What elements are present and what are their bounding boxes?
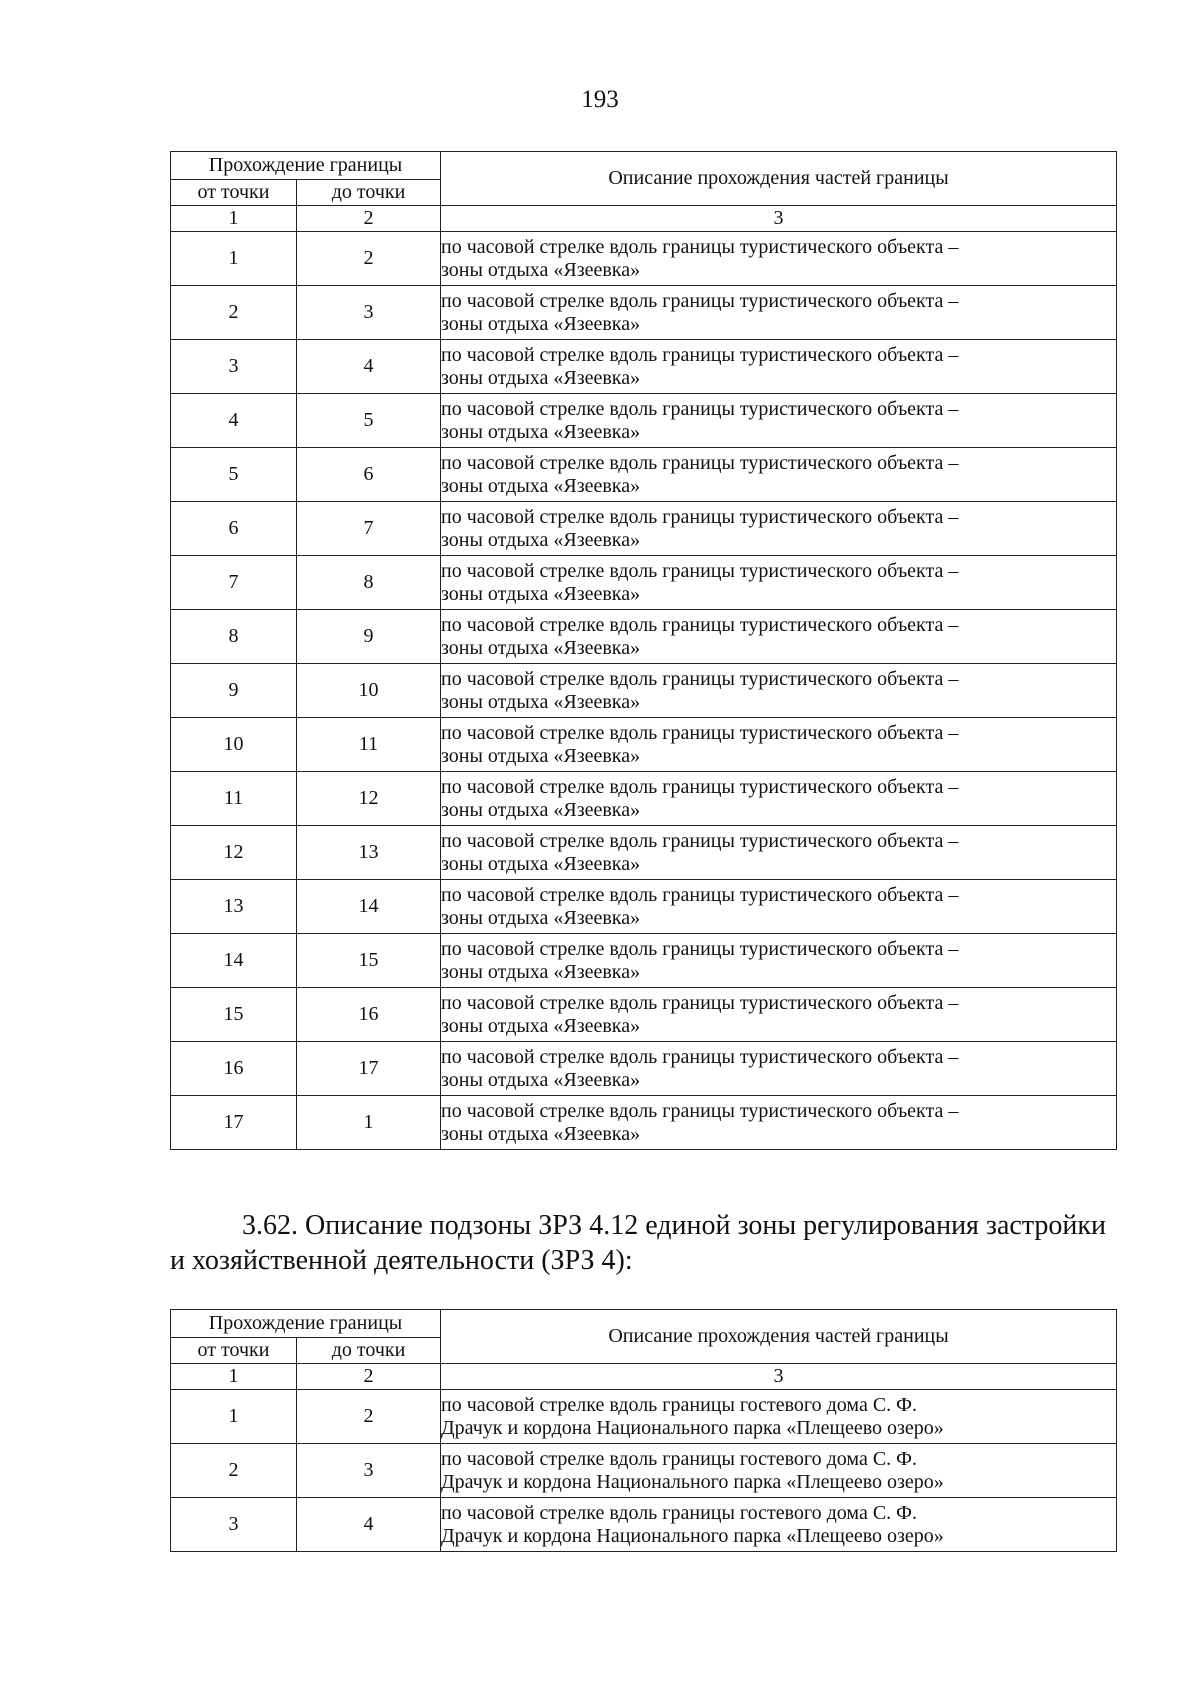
description-line-1: по часовой стрелке вдоль границы туристического объекта – — [441, 667, 959, 690]
description-line-2: зоны отдыха «Язеевка» — [441, 690, 641, 713]
table-row — [171, 880, 1117, 934]
description-line-2: зоны отдыха «Язеевка» — [441, 258, 641, 281]
description-line-2: зоны отдыха «Язеевка» — [441, 528, 641, 551]
from-point-cell: 17 — [171, 1096, 297, 1150]
table-row — [171, 340, 1117, 394]
description-line-1: по часовой стрелке вдоль границы туристического объекта – — [441, 775, 959, 798]
description-cell — [441, 448, 1117, 502]
header-boundary-passage: Прохождение границы — [171, 1310, 441, 1338]
description-line-2: зоны отдыха «Язеевка» — [441, 744, 641, 767]
description-cell — [441, 610, 1117, 664]
header-description: Описание прохождения частей границы — [441, 152, 1117, 206]
description-cell — [441, 664, 1117, 718]
boundary-table-1 — [170, 151, 1117, 1150]
description-line-2: зоны отдыха «Язеевка» — [441, 312, 641, 335]
description-line-1: по часовой стрелке вдоль границы туристического объекта – — [441, 1045, 959, 1068]
description-line-1: по часовой стрелке вдоль границы туристического объекта – — [441, 613, 959, 636]
table-row — [171, 934, 1117, 988]
to-point-cell: 16 — [297, 988, 441, 1042]
to-point-cell: 2 — [297, 232, 441, 286]
description-line-1: по часовой стрелке вдоль границы туристического объекта – — [441, 289, 959, 312]
from-point-cell: 1 — [171, 232, 297, 286]
description-cell — [441, 556, 1117, 610]
column-number-2: 2 — [297, 206, 441, 232]
from-point-cell: 3 — [171, 1498, 297, 1552]
header-from-point: от точки — [171, 180, 297, 206]
from-point-cell: 9 — [171, 664, 297, 718]
from-point-cell: 7 — [171, 556, 297, 610]
to-point-cell: 9 — [297, 610, 441, 664]
to-point-cell: 11 — [297, 718, 441, 772]
to-point-cell: 4 — [297, 1498, 441, 1552]
column-number-1: 1 — [171, 206, 297, 232]
description-line-1: по часовой стрелке вдоль границы туристического объекта – — [441, 937, 959, 960]
description-line-2: зоны отдыха «Язеевка» — [441, 1068, 641, 1091]
from-point-cell: 1 — [171, 1390, 297, 1444]
from-point-cell: 8 — [171, 610, 297, 664]
description-line-1: по часовой стрелке вдоль границы гостевого дома С. Ф. — [441, 1501, 917, 1524]
from-point-cell: 6 — [171, 502, 297, 556]
section-heading — [170, 1208, 1120, 1278]
description-cell — [441, 232, 1117, 286]
table-row — [171, 1444, 1117, 1498]
description-cell — [441, 394, 1117, 448]
table-row — [171, 718, 1117, 772]
description-cell — [441, 1042, 1117, 1096]
description-line-2: зоны отдыха «Язеевка» — [441, 1122, 641, 1145]
table-body — [171, 232, 1117, 1150]
table-row — [171, 286, 1117, 340]
description-line-2: зоны отдыха «Язеевка» — [441, 798, 641, 821]
from-point-cell: 15 — [171, 988, 297, 1042]
section-heading-line-1: 3.62. Описание подзоны ЗРЗ 4.12 единой зоны регулирования застройки — [242, 1210, 1106, 1241]
table-row — [171, 502, 1117, 556]
table-row — [171, 394, 1117, 448]
description-line-1: по часовой стрелке вдоль границы туристического объекта – — [441, 451, 959, 474]
from-point-cell: 3 — [171, 340, 297, 394]
from-point-cell: 14 — [171, 934, 297, 988]
to-point-cell: 14 — [297, 880, 441, 934]
header-description: Описание прохождения частей границы — [441, 1310, 1117, 1364]
description-cell — [441, 1096, 1117, 1150]
table-row — [171, 448, 1117, 502]
description-line-1: по часовой стрелке вдоль границы туристического объекта – — [441, 505, 959, 528]
table-row — [171, 1390, 1117, 1444]
description-line-2: зоны отдыха «Язеевка» — [441, 960, 641, 983]
description-line-1: по часовой стрелке вдоль границы туристического объекта – — [441, 721, 959, 744]
table-row — [171, 556, 1117, 610]
from-point-cell: 4 — [171, 394, 297, 448]
table-row — [171, 232, 1117, 286]
description-line-2: Драчук и кордона Национального парка «Плещеево озеро» — [441, 1470, 944, 1493]
table-row — [171, 1498, 1117, 1552]
description-cell — [441, 1498, 1117, 1552]
to-point-cell: 17 — [297, 1042, 441, 1096]
to-point-cell: 8 — [297, 556, 441, 610]
from-point-cell: 12 — [171, 826, 297, 880]
table-row — [171, 772, 1117, 826]
header-to-point: до точки — [297, 180, 441, 206]
description-line-1: по часовой стрелке вдоль границы туристического объекта – — [441, 1099, 959, 1122]
description-line-1: по часовой стрелке вдоль границы туристического объекта – — [441, 559, 959, 582]
from-point-cell: 13 — [171, 880, 297, 934]
description-cell — [441, 772, 1117, 826]
description-line-2: зоны отдыха «Язеевка» — [441, 1014, 641, 1037]
description-line-1: по часовой стрелке вдоль границы туристического объекта – — [441, 235, 959, 258]
description-line-2: зоны отдыха «Язеевка» — [441, 420, 641, 443]
column-number-1: 1 — [171, 1364, 297, 1390]
description-cell — [441, 880, 1117, 934]
description-line-2: зоны отдыха «Язеевка» — [441, 474, 641, 497]
description-cell — [441, 718, 1117, 772]
column-number-3: 3 — [441, 206, 1117, 232]
table-row — [171, 988, 1117, 1042]
to-point-cell: 3 — [297, 286, 441, 340]
description-line-2: зоны отдыха «Язеевка» — [441, 582, 641, 605]
to-point-cell: 15 — [297, 934, 441, 988]
table-row — [171, 1042, 1117, 1096]
from-point-cell: 16 — [171, 1042, 297, 1096]
table-header — [171, 152, 1117, 232]
description-cell — [441, 988, 1117, 1042]
column-number-2: 2 — [297, 1364, 441, 1390]
description-line-2: Драчук и кордона Национального парка «Плещеево озеро» — [441, 1524, 944, 1547]
description-line-2: Драчук и кордона Национального парка «Плещеево озеро» — [441, 1416, 944, 1439]
to-point-cell: 5 — [297, 394, 441, 448]
from-point-cell: 2 — [171, 1444, 297, 1498]
description-cell — [441, 826, 1117, 880]
header-boundary-passage: Прохождение границы — [171, 152, 441, 180]
description-line-1: по часовой стрелке вдоль границы туристического объекта – — [441, 883, 959, 906]
to-point-cell: 7 — [297, 502, 441, 556]
description-line-2: зоны отдыха «Язеевка» — [441, 366, 641, 389]
description-line-1: по часовой стрелке вдоль границы гостевого дома С. Ф. — [441, 1447, 917, 1470]
boundary-table-2 — [170, 1309, 1117, 1552]
to-point-cell: 1 — [297, 1096, 441, 1150]
description-cell — [441, 340, 1117, 394]
table-row — [171, 664, 1117, 718]
section-heading-line-2: и хозяйственной деятельности (ЗРЗ 4): — [170, 1245, 633, 1276]
table-row — [171, 610, 1117, 664]
to-point-cell: 6 — [297, 448, 441, 502]
description-cell — [441, 286, 1117, 340]
description-cell — [441, 1444, 1117, 1498]
description-line-1: по часовой стрелке вдоль границы туристического объекта – — [441, 343, 959, 366]
to-point-cell: 4 — [297, 340, 441, 394]
description-cell — [441, 1390, 1117, 1444]
description-line-1: по часовой стрелке вдоль границы гостевого дома С. Ф. — [441, 1393, 917, 1416]
page-number: 193 — [581, 86, 619, 113]
table-header — [171, 1310, 1117, 1390]
header-from-point: от точки — [171, 1338, 297, 1364]
from-point-cell: 11 — [171, 772, 297, 826]
from-point-cell: 10 — [171, 718, 297, 772]
table-row — [171, 1096, 1117, 1150]
description-line-1: по часовой стрелке вдоль границы туристического объекта – — [441, 397, 959, 420]
description-cell — [441, 502, 1117, 556]
description-line-2: зоны отдыха «Язеевка» — [441, 636, 641, 659]
from-point-cell: 2 — [171, 286, 297, 340]
column-number-3: 3 — [441, 1364, 1117, 1390]
to-point-cell: 3 — [297, 1444, 441, 1498]
from-point-cell: 5 — [171, 448, 297, 502]
to-point-cell: 2 — [297, 1390, 441, 1444]
to-point-cell: 13 — [297, 826, 441, 880]
to-point-cell: 12 — [297, 772, 441, 826]
header-to-point: до точки — [297, 1338, 441, 1364]
description-cell — [441, 934, 1117, 988]
to-point-cell: 10 — [297, 664, 441, 718]
description-line-1: по часовой стрелке вдоль границы туристического объекта – — [441, 991, 959, 1014]
description-line-1: по часовой стрелке вдоль границы туристического объекта – — [441, 829, 959, 852]
table-body — [171, 1390, 1117, 1552]
description-line-2: зоны отдыха «Язеевка» — [441, 906, 641, 929]
description-line-2: зоны отдыха «Язеевка» — [441, 852, 641, 875]
table-row — [171, 826, 1117, 880]
